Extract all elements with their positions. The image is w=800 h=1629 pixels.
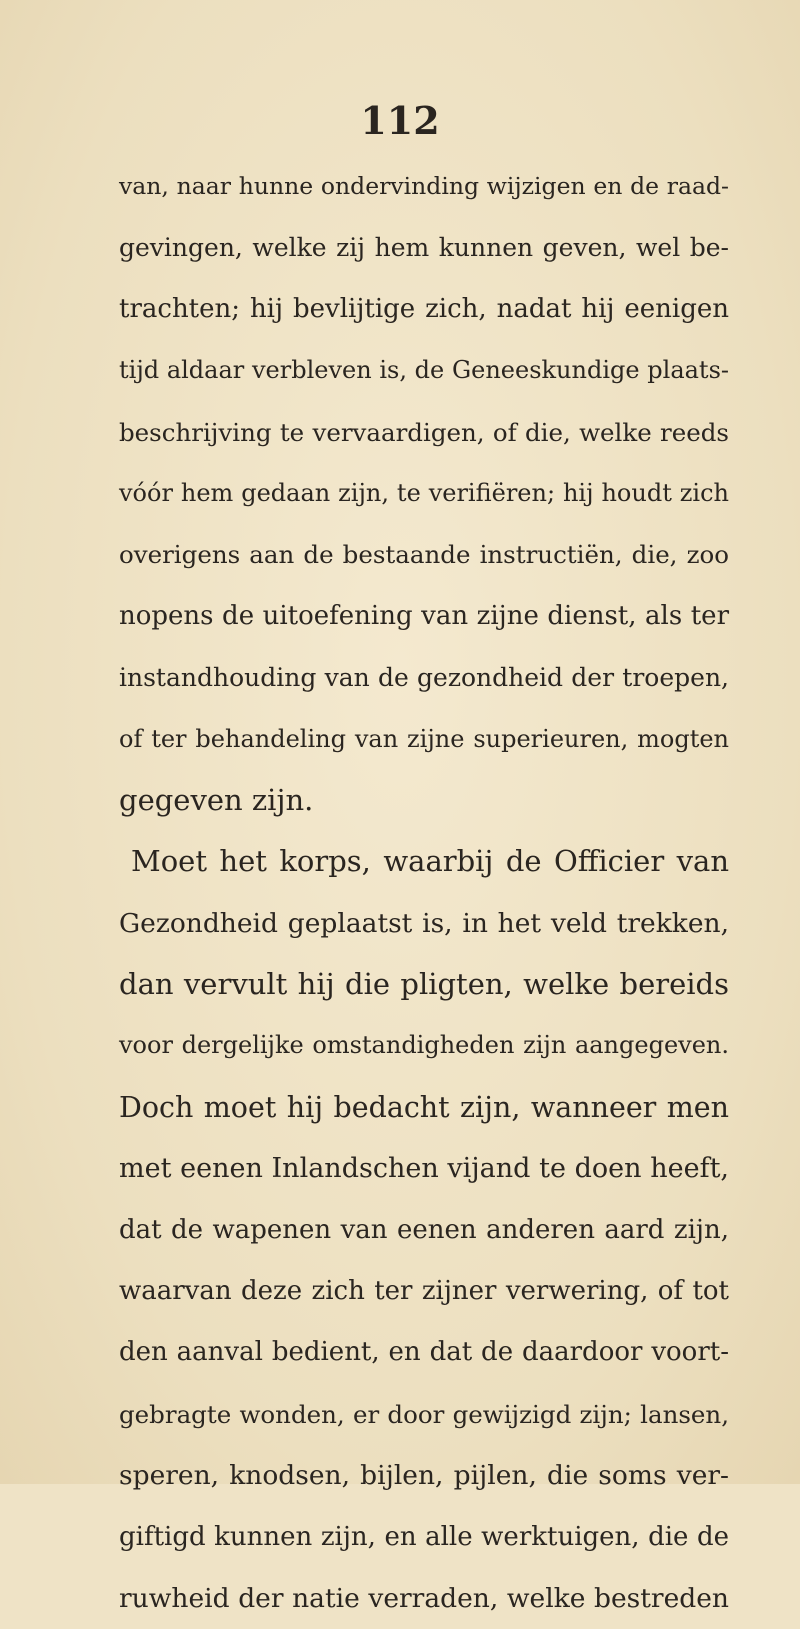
paragraph-end-line: gegeven zijn. (119, 782, 314, 817)
text-line: tijd aldaar verbleven is, de Geneeskundige plaats- (119, 356, 729, 385)
text-line: gevingen, welke zij hem kunnen geven, wel be- (119, 233, 729, 263)
text-line: ruwheid der natie verraden, welke bestreden (119, 1582, 729, 1614)
paragraph-start-line: Moet het korps, waarbij de Officier van (131, 844, 729, 879)
text-line: gebragte wonden, er door gewijzigd zijn; lansen, (119, 1399, 729, 1429)
text-line: dat de wapenen van eenen anderen aard zijn, (119, 1214, 729, 1245)
text-line: Gezondheid geplaatst is, in het veld trekken, (119, 907, 729, 939)
text-line: trachten; hij bevlijtige zich, nadat hij eenigen (119, 293, 729, 324)
text-line: vóór hem gedaan zijn, te verifiëren; hij houdt zich (119, 478, 729, 507)
text-line: overigens aan de bestaande instructiën, die, zoo (119, 540, 729, 570)
text-line: met eenen Inlandschen vijand te doen heeft, (119, 1153, 729, 1185)
text-line: beschrijving te vervaardigen, of die, welke reeds (119, 417, 729, 447)
text-line: voor dergelijke omstandigheden zijn aangegeven. (119, 1031, 729, 1060)
text-line: of ter behandeling van zijne superieuren, mogten (119, 724, 729, 753)
text-line: waarvan deze zich ter zijner verwering, of tot (119, 1276, 729, 1307)
text-line: instandhouding van de gezondheid der troepen, (119, 663, 729, 693)
text-line: speren, knodsen, bijlen, pijlen, die soms ver- (119, 1460, 729, 1492)
body-text (119, 156, 729, 1629)
text-line: giftigd kunnen zijn, en alle werktuigen, die de (119, 1521, 729, 1552)
text-line: nopens de uitoefening van zijne dienst, als ter (119, 600, 729, 631)
text-line: Doch moet hij bedacht zijn, wanneer men (119, 1090, 729, 1124)
page-number: 112 (360, 98, 440, 143)
text-line: van, naar hunne ondervinding wijzigen en de raad- (119, 172, 729, 200)
text-line: den aanval bedient, en dat de daardoor voort- (119, 1337, 729, 1368)
text-line: dan vervult hij die pligten, welke bereids (119, 967, 729, 1002)
